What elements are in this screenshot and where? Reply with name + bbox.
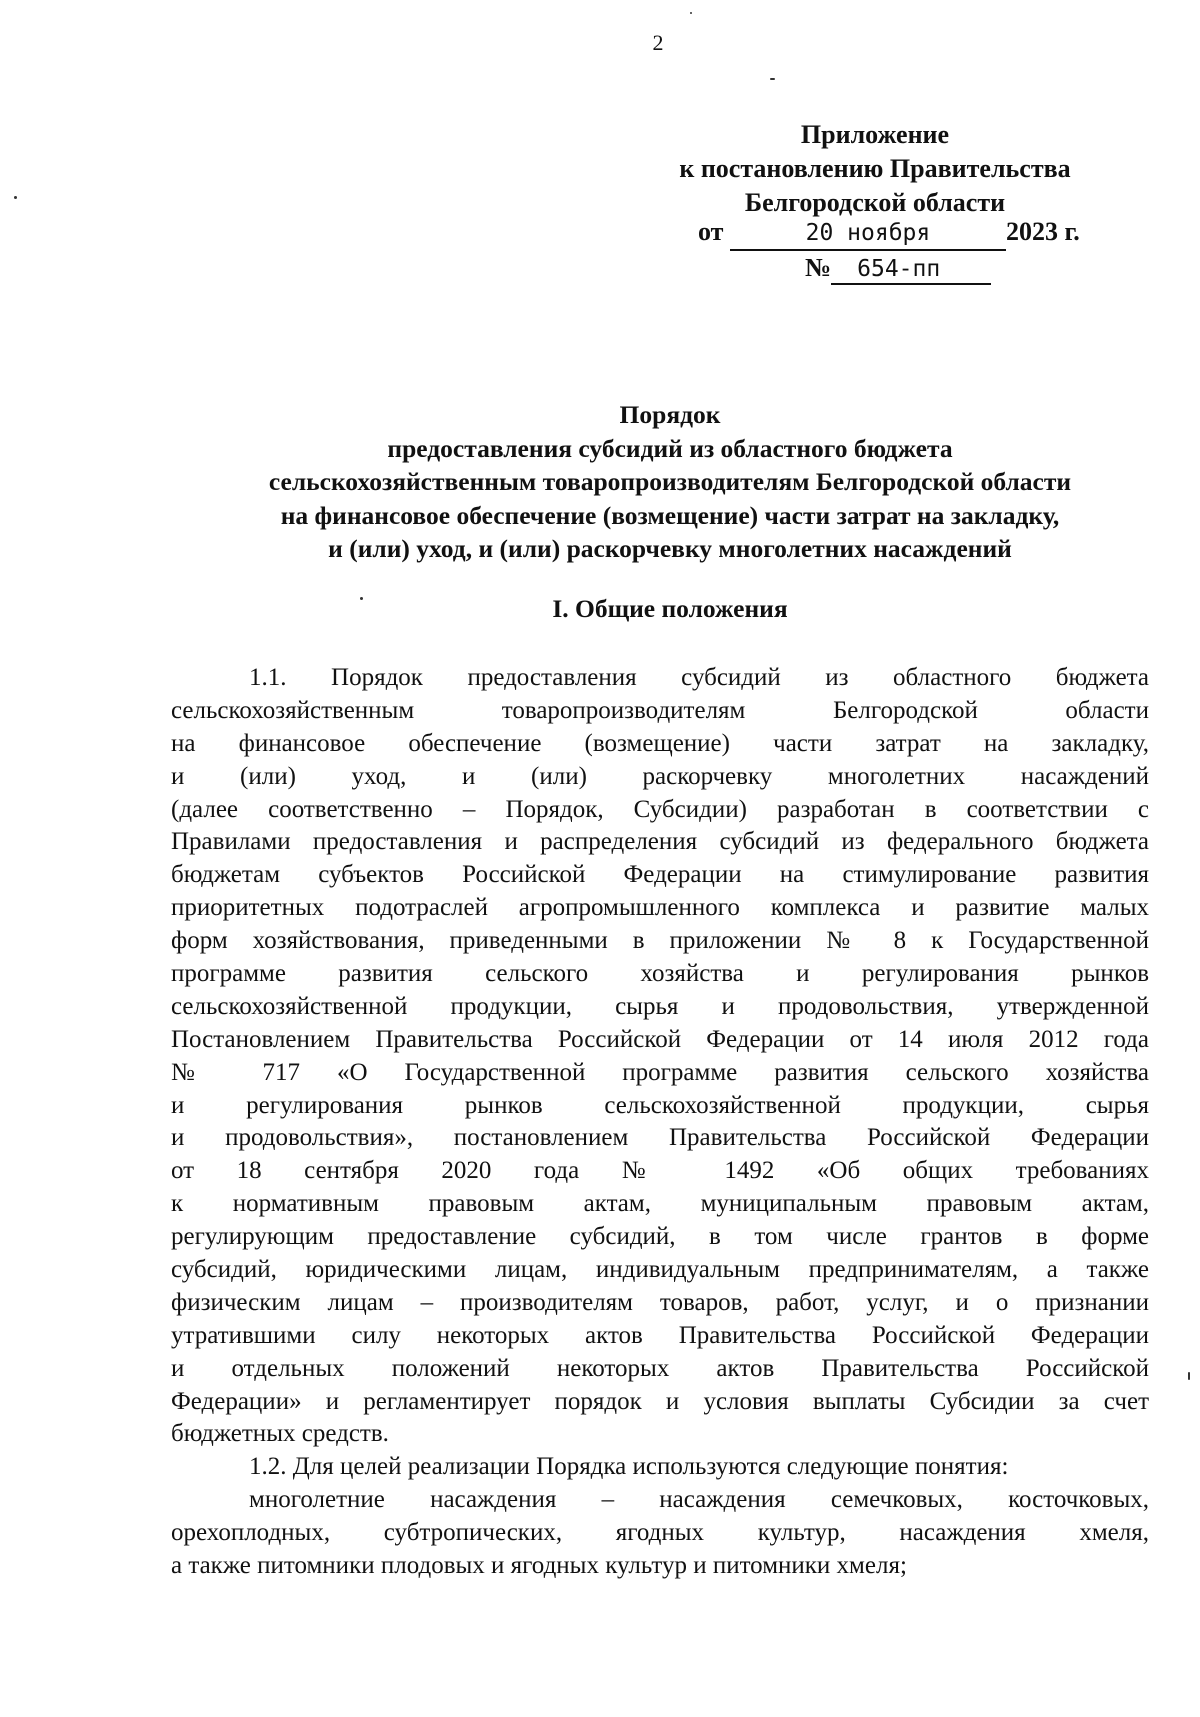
body-line: Правилами предоставления и распределения субсидий из федерального бюджета — [171, 828, 1149, 856]
scan-speck — [690, 12, 692, 14]
appendix-line: Белгородской области — [744, 188, 1006, 217]
appendix-header — [640, 118, 1110, 220]
body-line: орехоплодных, субтропических, ягодных культур, насаждения хмеля, — [171, 1519, 1149, 1547]
title-line: на финансовое обеспечение (возмещение) части затрат на закладку, — [280, 500, 1060, 530]
body-line: форм хозяйствования, приведенными в приложении № 8 к Государственной — [171, 927, 1149, 955]
body-line: и (или) уход, и (или) раскорчевку многолетних насаждений — [171, 762, 1149, 790]
body-line: бюджетам субъектов Российской Федерации на стимулирование развития — [171, 861, 1149, 889]
body-line: на финансовое обеспечение (возмещение) части затрат на закладку, — [171, 729, 1149, 757]
title-line: и (или) уход, и (или) раскорчевку многолетних насаждений — [328, 534, 1012, 563]
document-body — [171, 662, 1149, 1583]
body-line: № 717 «О Государственной программе развития сельского хозяйства — [171, 1058, 1149, 1086]
body-line: регулирующим предоставление субсидий, в том числе грантов в форме — [171, 1223, 1149, 1251]
body-line: приоритетных подотраслей агропромышленного комплекса и развитие малых — [171, 894, 1149, 922]
body-line: к нормативным правовым актам, муниципальным правовым актам, — [171, 1190, 1149, 1218]
body-line: сельскохозяйственным товаропроизводителям Белгородской области — [171, 696, 1149, 724]
title-line: сельскохозяйственным товаропроизводителям Белгородской области — [268, 467, 1072, 496]
date-value: 20 ноября — [730, 221, 1006, 251]
date-prefix: от — [698, 217, 724, 246]
body-line: программе развития сельского хозяйства и регулирования рынков — [171, 960, 1149, 988]
body-line: от 18 сентября 2020 года № 1492 «Об общих требованиях — [171, 1157, 1149, 1185]
body-line: утратившими силу некоторых актов Правительства Российской Федерации — [171, 1321, 1149, 1349]
date-suffix: 2023 г. — [1005, 217, 1080, 246]
body-line: а также питомники плодовых и ягодных культур и питомники хмеля; — [171, 1552, 907, 1580]
scan-speck — [14, 196, 17, 199]
body-line: субсидий, юридическими лицам, индивидуальным предпринимателям, а также — [171, 1256, 1149, 1284]
body-line: бюджетных средств. — [171, 1420, 389, 1448]
body-line: и регулирования рынков сельскохозяйственной продукции, сырья — [171, 1091, 1149, 1119]
number-prefix: № — [805, 253, 832, 282]
body-line: Постановлением Правительства Российской Федерации от 14 июля 2012 года — [171, 1025, 1149, 1053]
appendix-line: к постановлению Правительства — [679, 154, 1071, 183]
body-line: физическим лицам – производителям товаров, работ, услуг, и о признании — [171, 1288, 1149, 1316]
decree-number — [805, 253, 991, 285]
body-line: Федерации» и регламентирует порядок и условия выплаты Субсидии за счет — [171, 1387, 1149, 1415]
section-heading: I. Общие положения — [552, 594, 788, 623]
title-line: Порядок — [619, 400, 721, 429]
body-line: 1.1. Порядок предоставления субсидий из областного бюджета — [249, 664, 1149, 691]
scan-speck — [360, 597, 363, 600]
number-value: 654-пп — [831, 257, 991, 285]
appendix-line: Приложение — [800, 120, 950, 149]
body-line: сельскохозяйственной продукции, сырья и продовольствия, утвержденной — [171, 992, 1149, 1020]
decree-date — [698, 217, 1080, 251]
scan-speck — [770, 78, 775, 80]
document-title — [170, 398, 1170, 566]
body-line: и продовольствия», постановлением Правительства Российской Федерации — [171, 1124, 1149, 1152]
page-number: 2 — [652, 30, 664, 55]
body-line: (далее соответственно – Порядок, Субсидии) разработан в соответствии с — [171, 795, 1149, 823]
scan-speck — [1188, 1372, 1190, 1380]
body-line: и отдельных положений некоторых актов Правительства Российской — [171, 1354, 1149, 1382]
body-line: многолетние насаждения – насаждения семечковых, косточковых, — [249, 1486, 1149, 1514]
body-line: 1.2. Для целей реализации Порядка используются следующие понятия: — [249, 1453, 1009, 1481]
title-line: предоставления субсидий из областного бюджета — [387, 433, 953, 463]
